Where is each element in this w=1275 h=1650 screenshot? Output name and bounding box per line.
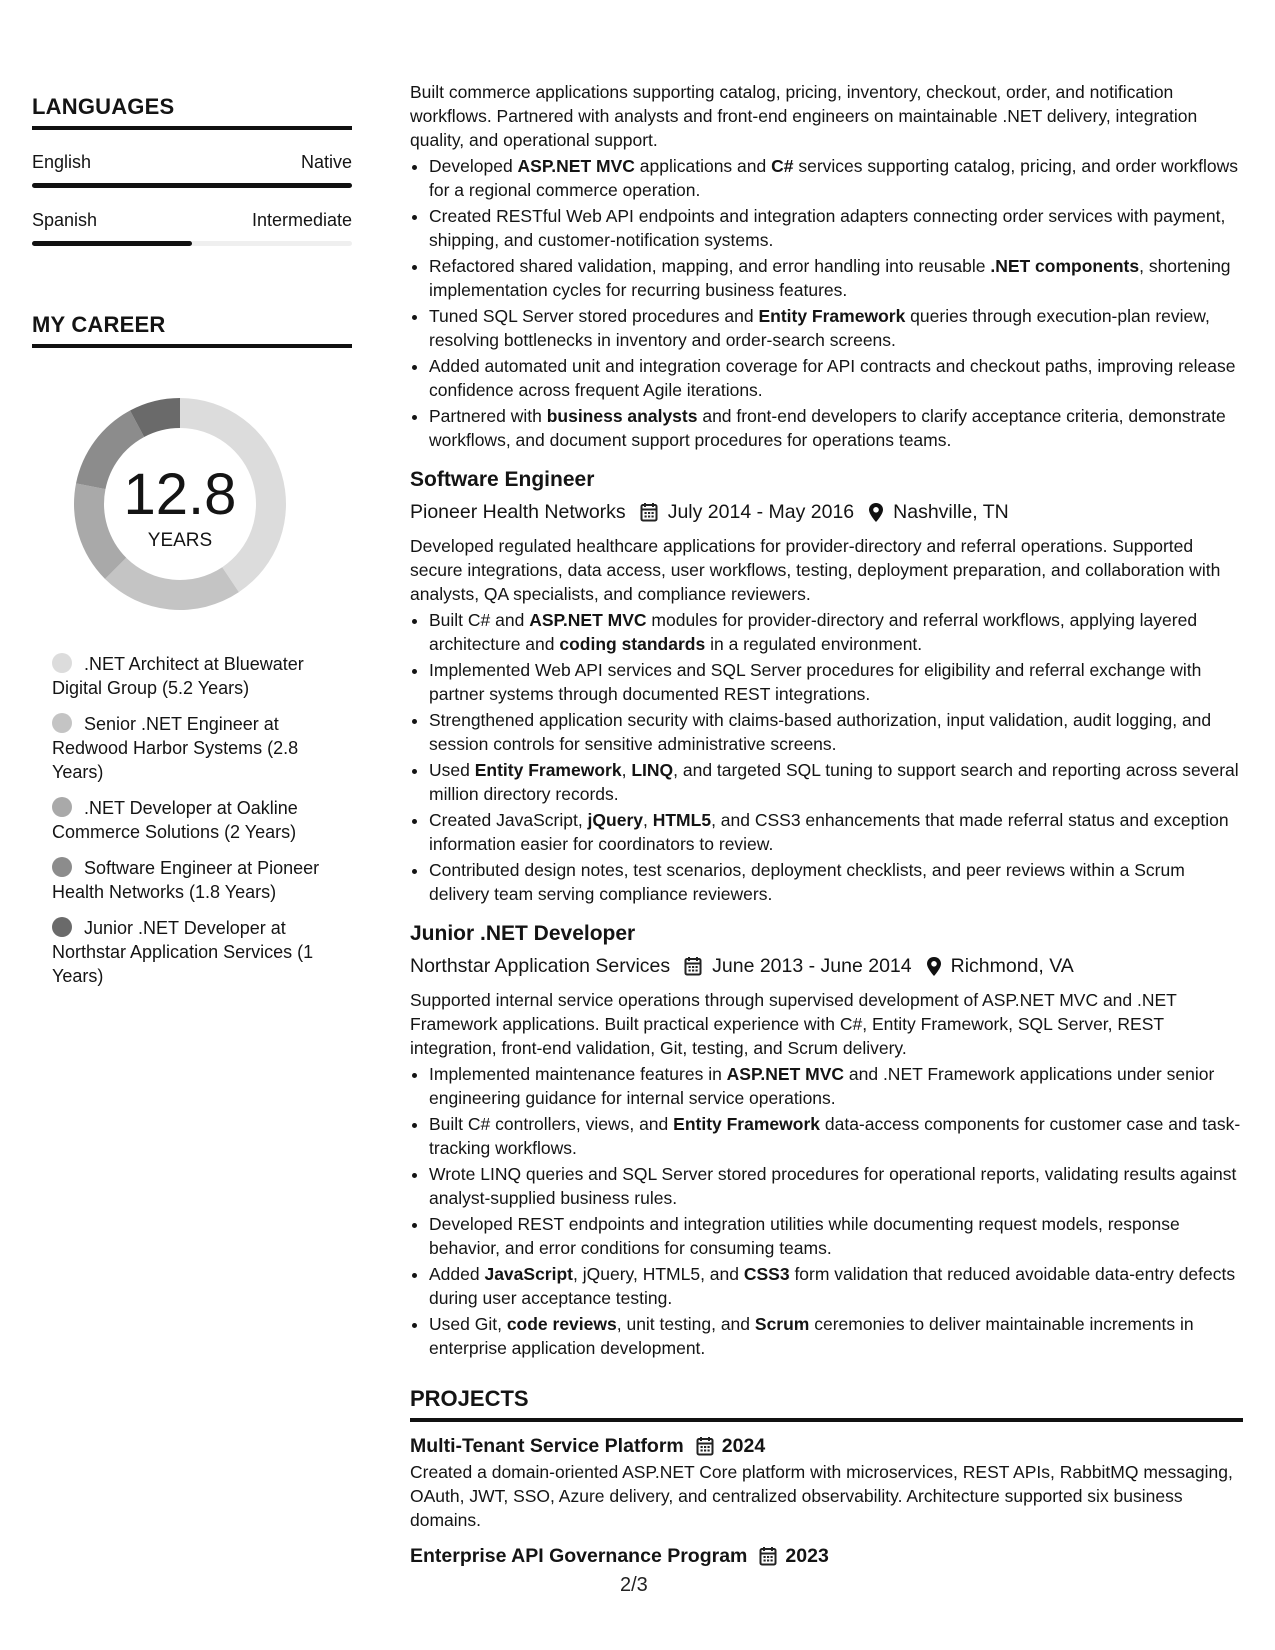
legend-dot <box>52 713 72 733</box>
project-year: 2023 <box>785 1545 829 1567</box>
intro-bullet <box>429 354 1243 402</box>
job-company: Northstar Application Services <box>410 955 671 977</box>
language-row <box>32 152 352 173</box>
career-legend-item <box>52 796 342 844</box>
job-location: Richmond, VA <box>950 955 1074 977</box>
bullet-text: , <box>621 760 632 780</box>
bullet-text: Added automated unit and integration coverage for API contracts and checkout paths, improving release confidence across frequent Agile iterations. <box>429 356 1236 400</box>
bullet-text: Wrote LINQ queries and SQL Server stored procedures for operational reports, validating results against analyst-supplied business rules. <box>429 1164 1237 1208</box>
jobs-list <box>410 466 1243 1360</box>
project-title-row <box>410 1432 1243 1460</box>
job-summary: Developed regulated healthcare applications for provider-directory and referral operations. Supported secure integrations, data access, user workflows, testing, deployment preparation, and collaboration with analysts, QA specialists, and compliance reviewers. <box>410 536 1221 604</box>
language-level: Native <box>300 152 352 172</box>
donut-center <box>66 390 294 618</box>
bullet-text: queries through execution-plan review, resolving bottlenecks in inventory and order-search screens. <box>429 306 1210 350</box>
intro-summary: Built commerce applications supporting catalog, pricing, inventory, checkout, order, and notification workflows. Partnered with analysts and front-end engineers on maintainable .NET delivery, integration quality, and operational support. <box>410 82 1198 150</box>
intro-bullet <box>429 404 1243 452</box>
bullet-text: , <box>643 810 653 830</box>
bullet-text: Built C# and <box>429 610 530 630</box>
job-bullet <box>429 1162 1243 1210</box>
bullet-text: services supporting catalog, pricing, and order workflows for a regional commerce operation. <box>429 156 1238 200</box>
career-donut-chart <box>66 390 294 618</box>
bullet-keyword: Scrum <box>754 1314 810 1334</box>
bullet-text: Partnered with <box>429 406 547 426</box>
job-bullet <box>429 1062 1243 1110</box>
bullet-keyword: C# <box>771 156 794 176</box>
project-description: Created a domain-oriented ASP.NET Core platform with microservices, REST APIs, RabbitMQ messaging, OAuth, JWT, SSO, Azure delivery, and centralized observability. Architecture supported six business domains. <box>410 1462 1233 1530</box>
bullet-text: form validation that reduced avoidable data-entry defects during user acceptance testing. <box>429 1264 1236 1308</box>
legend-dot <box>52 797 72 817</box>
intro-bullet <box>429 254 1243 302</box>
bullet-keyword: ASP.NET MVC <box>529 610 647 630</box>
intro-bullets <box>410 154 1243 452</box>
job-location: Nashville, TN <box>893 501 1009 523</box>
bullet-text: , and targeted SQL tuning to support search and reporting across several million directory records. <box>429 760 1239 804</box>
projects-heading: PROJECTS <box>410 1386 1243 1422</box>
bullet-text: Created RESTful Web API endpoints and integration adapters connecting order services with payment, shipping, and customer-notification systems. <box>429 206 1226 250</box>
bullet-text: data-access components for customer case and task-tracking workflows. <box>429 1114 1241 1158</box>
bullet-keyword: JavaScript <box>484 1264 573 1284</box>
bullet-text: ceremonies to deliver maintainable increments in enterprise application development. <box>429 1314 1194 1358</box>
legend-label: Senior .NET Engineer at Redwood Harbor Systems (2.8 Years) <box>52 714 299 782</box>
language-name: Spanish <box>32 210 98 230</box>
career-legend-item <box>52 856 342 904</box>
job-bullet <box>429 1212 1243 1260</box>
project-title: Enterprise API Governance Program <box>410 1545 748 1567</box>
bullet-keyword: ASP.NET MVC <box>726 1064 845 1084</box>
legend-dot <box>52 857 72 877</box>
job-summary: Supported internal service operations through supervised development of ASP.NET MVC and .NET Framework applications. Built practical experience with C#, Entity Framework, SQL Server, REST integration, front-end validation, Git, testing, and Scrum delivery. <box>410 990 1177 1058</box>
career-legend-item <box>52 916 342 988</box>
bullet-text: Used Git, <box>429 1314 507 1334</box>
bullet-keyword: jQuery <box>587 810 643 830</box>
bullet-text: and .NET Framework applications under senior engineering guidance for internal service operations. <box>429 1064 1215 1108</box>
project-year: 2024 <box>721 1435 766 1457</box>
job-entry <box>410 920 1243 1360</box>
bullet-keyword: .NET components <box>990 256 1140 276</box>
languages-list <box>32 152 352 246</box>
intro-bullet <box>429 204 1243 252</box>
bullet-text: Implemented maintenance features in <box>429 1064 727 1084</box>
calendar-icon <box>759 1546 777 1566</box>
bullet-keyword: business analysts <box>546 406 698 426</box>
map-pin-icon <box>926 956 942 977</box>
career-legend <box>52 652 342 988</box>
bullet-text: Tuned SQL Server stored procedures and <box>429 306 759 326</box>
bullet-text: , shortening implementation cycles for recurring business features. <box>429 256 1231 300</box>
intro-bullet <box>429 304 1243 352</box>
bullet-text: Developed REST endpoints and integration utilities while documenting request models, response behavior, and error conditions for consuming teams. <box>429 1214 1180 1258</box>
intro-bullet <box>429 154 1243 202</box>
project-title: Multi-Tenant Service Platform <box>410 1435 684 1457</box>
job-meta <box>410 952 1243 980</box>
job-meta <box>410 498 1243 526</box>
bullet-text: , jQuery, HTML5, and <box>573 1264 744 1284</box>
bullet-keyword: Entity Framework <box>758 306 906 326</box>
bullet-text: Refactored shared validation, mapping, and error handling into reusable <box>429 256 991 276</box>
bullet-text: Built C# controllers, views, and <box>429 1114 674 1134</box>
bullet-text: Strengthened application security with claims-based authorization, input validation, audit logging, and session controls for sensitive administrative screens. <box>429 710 1212 754</box>
bullet-keyword: Entity Framework <box>474 760 622 780</box>
bullet-text: , and CSS3 enhancements that made referral status and exception information easier for coordinators to review. <box>429 810 1229 854</box>
bullet-keyword: coding standards <box>559 634 706 654</box>
language-proficiency-bar <box>32 241 352 246</box>
bullet-text: Developed <box>429 156 518 176</box>
job-bullet <box>429 758 1243 806</box>
job-dates: June 2013 - June 2014 <box>712 955 912 977</box>
bullet-text: in a regulated environment. <box>705 634 923 654</box>
legend-dot <box>52 917 72 937</box>
job-title: Software Engineer <box>410 468 595 491</box>
sidebar <box>32 94 352 1000</box>
language-level: Intermediate <box>251 210 352 230</box>
bullet-text: Used <box>429 760 475 780</box>
job-bullet <box>429 1312 1243 1360</box>
language-proficiency-fill <box>32 183 352 188</box>
language-proficiency-fill <box>32 241 192 246</box>
job-bullets <box>410 1062 1243 1360</box>
job-bullet <box>429 658 1243 706</box>
legend-dot <box>52 653 72 673</box>
job-bullet <box>429 1112 1243 1160</box>
job-company: Pioneer Health Networks <box>410 501 626 523</box>
bullet-text: and front-end developers to clarify acceptance criteria, demonstrate workflows, and document support procedures for operations teams. <box>429 406 1226 450</box>
bullet-keyword: LINQ <box>631 760 674 780</box>
calendar-icon <box>696 1436 714 1456</box>
job-bullets <box>410 608 1243 906</box>
job-entry <box>410 466 1243 906</box>
map-pin-icon <box>868 502 884 523</box>
career-total-unit: YEARS <box>147 530 213 551</box>
language-row <box>32 210 352 231</box>
legend-label: Junior .NET Developer at Northstar Application Services (1 Years) <box>52 918 314 986</box>
bullet-text: applications and <box>634 156 772 176</box>
job-bullet <box>429 858 1243 906</box>
bullet-keyword: ASP.NET MVC <box>517 156 635 176</box>
bullet-keyword: CSS3 <box>743 1264 790 1284</box>
languages-heading: LANGUAGES <box>32 94 352 130</box>
bullet-text: Created JavaScript, <box>429 810 588 830</box>
bullet-text: , unit testing, and <box>616 1314 755 1334</box>
bullet-text: modules for provider-directory and referral workflows, applying layered architecture and <box>429 610 1198 654</box>
bullet-keyword: Entity Framework <box>673 1114 820 1134</box>
page-number: 2/3 <box>620 1574 648 1596</box>
language-name: English <box>32 152 92 172</box>
projects-list <box>410 1432 1243 1570</box>
career-legend-item <box>52 652 342 700</box>
legend-label: Software Engineer at Pioneer Health Networks (1.8 Years) <box>52 858 320 902</box>
career-total-years: 12.8 <box>123 462 237 527</box>
bullet-keyword: code reviews <box>506 1314 617 1334</box>
job-bullet <box>429 608 1243 656</box>
calendar-icon <box>684 956 702 976</box>
job-bullet <box>429 808 1243 856</box>
bullet-keyword: HTML5 <box>652 810 712 830</box>
bullet-text: Implemented Web API services and SQL Server procedures for eligibility and referral exchange with partner systems through documented REST integrations. <box>429 660 1202 704</box>
project-title-row <box>410 1542 1243 1570</box>
calendar-icon <box>640 502 658 522</box>
bullet-text: Added <box>429 1264 485 1284</box>
job-dates: July 2014 - May 2016 <box>667 501 855 523</box>
language-proficiency-bar <box>32 183 352 188</box>
job-bullet <box>429 708 1243 756</box>
job-bullet <box>429 1262 1243 1310</box>
career-heading: MY CAREER <box>32 312 352 348</box>
job-title: Junior .NET Developer <box>410 922 636 945</box>
legend-label: .NET Developer at Oakline Commerce Solutions (2 Years) <box>52 798 298 842</box>
bullet-text: Contributed design notes, test scenarios, deployment checklists, and peer reviews within a Scrum delivery team serving compliance reviewers. <box>429 860 1185 904</box>
main-content <box>410 80 1243 1570</box>
legend-label: .NET Architect at Bluewater Digital Group (5.2 Years) <box>52 654 304 698</box>
career-legend-item <box>52 712 342 784</box>
